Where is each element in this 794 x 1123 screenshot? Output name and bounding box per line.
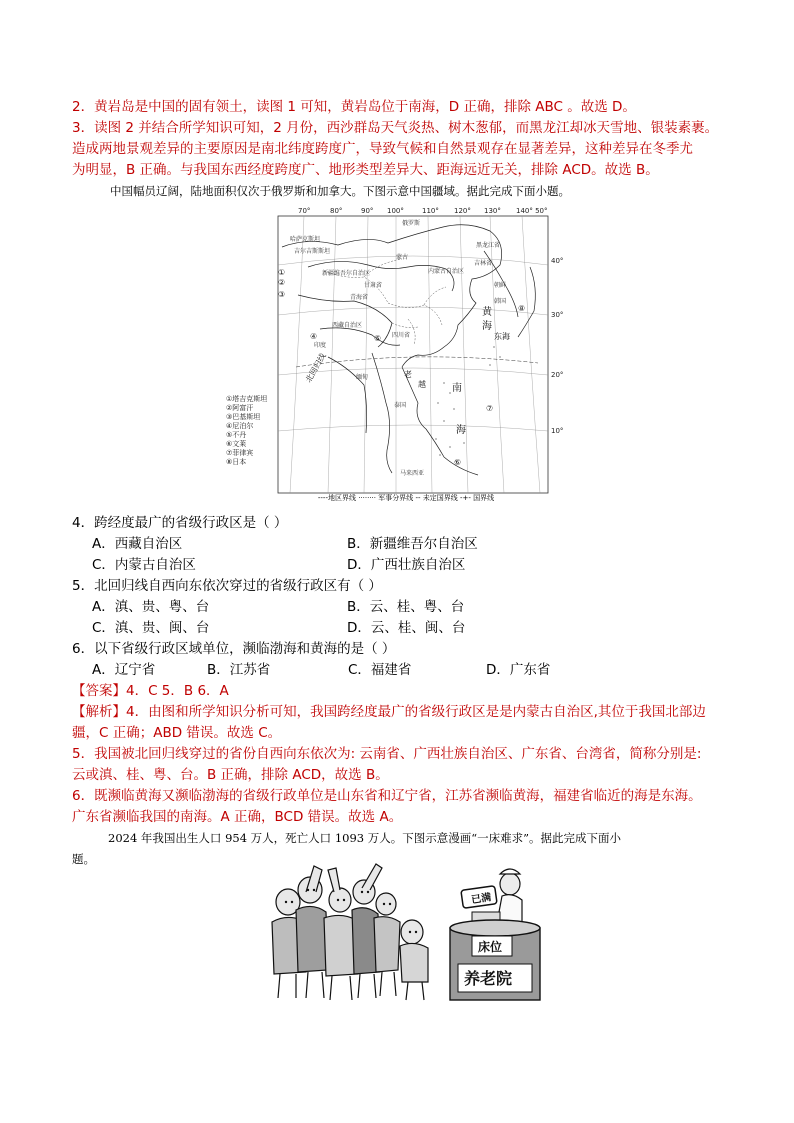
region-label: 蒙古	[396, 254, 409, 261]
q5-stem: 5．北回归线自西向东依次穿过的省级行政区有（ ）	[72, 578, 382, 594]
lat-label: 30°	[551, 311, 564, 319]
legend-item: ⑦菲律宾	[226, 449, 254, 457]
map-marker-7: ⑦	[486, 404, 494, 413]
region-label: 西藏自治区	[332, 322, 363, 329]
map-marker-3: ③	[278, 290, 286, 299]
lon-label: 70°	[298, 207, 311, 215]
legend-item: ⑧日本	[226, 458, 247, 466]
analysis-q4-line2: 疆，C 正确；ABD 错误。故选 C。	[72, 725, 282, 741]
legend-item: ①塔吉克斯坦	[226, 395, 268, 403]
region-label: 新疆维吾尔自治区	[322, 270, 371, 277]
region-label: 吉林省	[474, 260, 493, 267]
full-sign-text: 已满	[470, 892, 492, 907]
lon-label: 90°	[361, 207, 374, 215]
region-label: 吉尔吉斯斯坦	[294, 248, 331, 255]
analysis-q6-line2: 广东省濒临我国的南海。A 正确，BCD 错误。故选 A。	[72, 809, 403, 825]
lat-label: 20°	[551, 371, 564, 379]
analysis-q5-line1: 5．我国被北回归线穿过的省份自西向东依次为: 云南省、广西壮族自治区、广东省、台湾省，简称分别是:	[72, 746, 702, 762]
analysis-q5-line2: 云或滇、桂、粤、台。B 正确，排除 ACD，故选 B。	[72, 767, 389, 783]
sea-label: 东海	[494, 332, 510, 341]
sea-label: 海	[456, 425, 466, 436]
region-label: 马来西亚	[400, 470, 425, 477]
q4-option-b: B．新疆维吾尔自治区	[347, 536, 478, 552]
china-territory-map	[226, 207, 564, 495]
region-label: 朝鲜	[494, 282, 507, 289]
lon-label: 110°	[422, 207, 439, 215]
longitude-labels	[298, 207, 548, 215]
analysis-q3-line2: 造成两地景观差异的主要原因是南北纬度跨度广，导致气候和自然景观存在显著差异，这种差异在冬季尤	[72, 141, 693, 157]
lon-label: 80°	[330, 207, 343, 215]
region-label: 内蒙古自治区	[428, 268, 465, 275]
lon-label: 130°	[484, 207, 501, 215]
cartoon-bed-shortage	[266, 862, 542, 1005]
q5-option-a: A．滇、贵、粤、台	[92, 599, 210, 615]
legend-item: ⑤不丹	[226, 431, 247, 439]
q6-option-a: A．辽宁省	[92, 662, 156, 678]
legend-item: ⑥文莱	[226, 440, 247, 448]
nursing-home-desk	[450, 920, 540, 1000]
q6-stem: 6．以下省级行政区域单位，濒临渤海和黄海的是（ ）	[72, 641, 396, 657]
q5-option-d: D．云、桂、闽、台	[347, 620, 466, 636]
map-marker-8: ⑧	[518, 304, 526, 313]
lon-label: 120°	[454, 207, 471, 215]
q6-option-d: D．广东省	[486, 662, 551, 678]
country-label: 老	[404, 370, 412, 379]
region-label: 印度	[314, 342, 327, 349]
q6-option-c: C．福建省	[348, 662, 412, 678]
region-label: 甘肃省	[364, 282, 383, 289]
map-marker-2: ②	[278, 278, 286, 287]
map-marker-5: ⑤	[374, 334, 382, 343]
map-marker-4: ④	[310, 332, 318, 341]
legend-item: ②阿富汗	[226, 404, 254, 412]
region-label: 哈萨克斯坦	[290, 236, 321, 243]
elderly-crowd-figure	[272, 864, 428, 1000]
intro-cartoon-line1: 2024 年我国出生人口 954 万人，死亡人口 1093 万人。下图示意漫画“一床难求”。据此完成下面小	[108, 831, 622, 845]
region-label: 青海省	[350, 294, 369, 301]
q6-option-b: B．江苏省	[207, 662, 271, 678]
q4-option-a: A．西藏自治区	[92, 536, 183, 552]
nursing-home-label: 养老院	[464, 969, 513, 988]
analysis-q3-line1: 3．读图 2 并结合所学知识可知，2 月份，西沙群岛天气炎热、树木葱郁，而黑龙江却冰天雪地、银装素裹。	[72, 120, 719, 136]
tropic-label: 北回归线	[303, 351, 328, 384]
map-marker-1: ①	[278, 268, 286, 277]
sea-label: 黄	[482, 307, 492, 318]
region-label: 四川省	[392, 332, 411, 339]
lat-label: 40°	[551, 257, 564, 265]
map-marker-6: ⑥	[454, 458, 462, 467]
analysis-q6-line1: 6．既濒临黄海又濒临渤海的省级行政单位是山东省和辽宁省，江苏省濒临黄海，福建省临近的海是东海。	[72, 788, 702, 804]
analysis-q3-line3: 为明显，B 正确。与我国东西经度跨度广、地形类型差异大、距海远近无关，排除 ACD。故选 B。	[72, 162, 659, 178]
region-label: 黑龙江省	[476, 242, 501, 249]
country-label: 越	[418, 380, 426, 389]
q4-stem: 4．跨经度最广的省级行政区是（ ）	[72, 515, 288, 531]
sea-label: 南	[452, 383, 462, 394]
full-sign	[461, 886, 497, 909]
boundary-legend: ----地区界线 ········ 军事分界线 -- 未定国界线 -+- 国界线	[317, 494, 495, 502]
q4-option-d: D．广西壮族自治区	[347, 557, 466, 573]
sea-label: 海	[482, 321, 492, 332]
intro-cartoon-line2: 题。	[72, 852, 95, 866]
lon-label: 140° 50°	[516, 207, 548, 215]
region-label: 缅甸	[356, 374, 369, 381]
region-label: 俄罗斯	[402, 220, 421, 227]
answer-line: 【答案】4．C 5．B 6．A	[72, 683, 229, 699]
region-label: 韩国	[494, 298, 507, 305]
legend-item: ④尼泊尔	[226, 422, 254, 430]
q5-option-b: B．云、桂、粤、台	[347, 599, 465, 615]
region-label: 泰国	[394, 402, 407, 409]
lat-label: 10°	[551, 427, 564, 435]
analysis-q2: 2．黄岩岛是中国的固有领土，读图 1 可知，黄岩岛位于南海，D 正确，排除 ABC 。故选 D。	[72, 99, 636, 115]
q4-option-c: C．内蒙古自治区	[92, 557, 196, 573]
country-legend	[226, 394, 267, 466]
q5-option-c: C．滇、贵、闽、台	[92, 620, 210, 636]
bed-label: 床位	[478, 940, 503, 954]
intro-map: 中国幅员辽阔，陆地面积仅次于俄罗斯和加拿大。下图示意中国疆域。据此完成下面小题。	[110, 184, 570, 198]
analysis-q4-line1: 【解析】4．由图和所学知识分析可知，我国跨经度最广的省级行政区是是内蒙古自治区,其位于我国北部边	[72, 704, 706, 720]
lon-label: 100°	[387, 207, 404, 215]
legend-item: ③巴基斯坦	[226, 413, 261, 421]
